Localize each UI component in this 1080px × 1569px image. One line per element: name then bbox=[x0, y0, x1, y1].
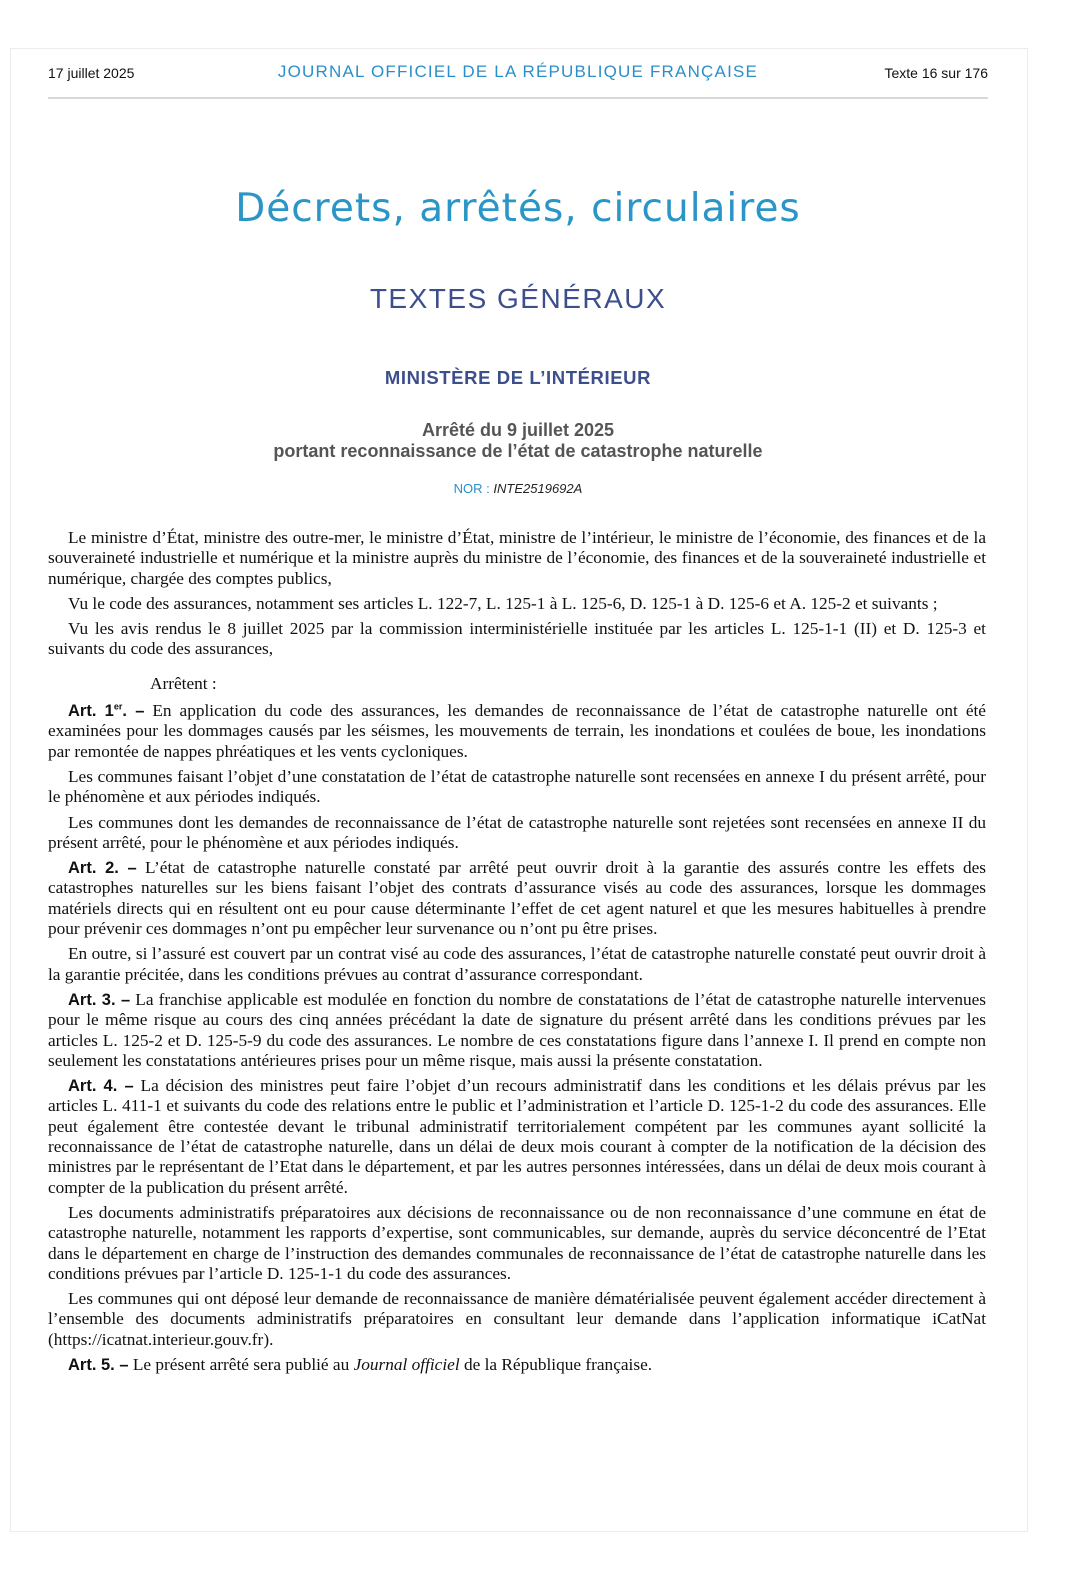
sub-title: TEXTES GÉNÉRAUX bbox=[369, 283, 667, 314]
article-2-label: Art. 2. – bbox=[68, 859, 137, 878]
nor-reference bbox=[0, 481, 1036, 496]
header-date: 17 juillet 2025 bbox=[48, 65, 135, 81]
document-body bbox=[48, 528, 986, 1380]
preamble-paragraph: Vu les avis rendus le 8 juillet 2025 par la commission interministérielle instituée par les articles L. 125-1-1 (II) et D. 125-3 et suivants du code des assurances, bbox=[48, 619, 986, 659]
journal-officiel-reference: Journal officiel bbox=[353, 1354, 460, 1374]
article-5-label: Art. 5. – bbox=[68, 1355, 129, 1374]
arrete-title-line1: Arrêté du 9 juillet 2025 bbox=[421, 420, 615, 440]
arrete-title bbox=[0, 420, 1036, 462]
article-1-label: Art. 1er. – bbox=[68, 701, 145, 721]
nor-label: NOR : bbox=[453, 481, 494, 496]
section-title: Décrets, arrêtés, circulaires bbox=[235, 186, 801, 231]
header-page-number: Texte 16 sur 176 bbox=[884, 65, 988, 81]
preamble-paragraph: Vu le code des assurances, notamment ses articles L. 122-7, L. 125-1 à L. 125-6, D. 125-1 à D. 125-6 et A. 125-2 et suivants ; bbox=[68, 593, 938, 613]
article-2-text: L’état de catastrophe naturelle constaté par arrêté peut ouvrir droit à la garantie des assurés contre les effets des catastrophes naturelles sur les biens faisant l’objet des contrats d’assurance visés au code des assurances, lorsque les dommages matériels directs qui en résultent ont eu pour cause déterminante l’effet de cet agent naturel et que les mesures habituelles à prendre pour prévenir ces dommages n’ont pu empêcher leur survenance ou n’ont pu être prises. bbox=[48, 858, 986, 939]
article-3-text: La franchise applicable est modulée en fonction du nombre de constatations de l’état de catastrophe naturelle intervenues pour le même risque au cours des cinq années précédant la date de signature du présent arrêté dans les conditions prévues par les articles L. 125-2 et D. 125-5-9 du code des assurances. Le nombre de ces constatations figure dans l’annexe I. Il prend en compte non seulement les constatations antérieures prises pour un même risque, mais aussi la présente constatation. bbox=[48, 989, 987, 1070]
arretent-line: Arrêtent : bbox=[150, 673, 217, 693]
article-4-label: Art. 4. – bbox=[68, 1077, 134, 1096]
header-journal-title: JOURNAL OFFICIEL DE LA RÉPUBLIQUE FRANÇAISE bbox=[277, 62, 759, 81]
article-1-text: En application du code des assurances, les demandes de reconnaissance de l’état de catastrophe naturelle ont été examinées pour les dommages causés par les séismes, les mouvements de terrain, les inondations et coulées de boue, les inondations par remontée de nappes phréatiques et les vents cycloniques. bbox=[48, 701, 986, 761]
article-1-paragraph: Les communes faisant l’objet d’une constatation de l’état de catastrophe naturelle sont recensées en annexe I du présent arrêté, pour le phénomène et aux périodes indiqués. bbox=[48, 766, 986, 807]
article-3-label: Art. 3. – bbox=[68, 990, 131, 1009]
preamble-paragraph: Le ministre d’État, ministre des outre-mer, le ministre d’État, ministre de l’intérieur, le ministre de l’économie, des finances et de la souveraineté industrielle et numérique et la ministre auprès du ministre de l’économie, des finances et de la souveraineté industrielle et numérique, chargée des comptes publics, bbox=[48, 528, 986, 588]
nor-code: INTE2519692A bbox=[493, 481, 583, 496]
article-1-paragraph: Les communes dont les demandes de reconnaissance de l’état de catastrophe naturelle sont rejetées sont recensées en annexe II du présent arrêté, pour le phénomène et aux périodes indiqués. bbox=[48, 812, 986, 852]
header-divider bbox=[48, 97, 988, 99]
article-4-text: La décision des ministres peut faire l’objet d’un recours administratif dans les conditions et les délais prévus par les articles L. 411-1 et suivants du code des relations entre le public et l’administration et l’article D. 125-1-2 du code des assurances. Elle peut également être contestée devant le tribunal administratif territorialement compétent par les communes ayant sollicité la reconnaissance de l’état de catastrophe naturelle, dans un délai de deux mois courant à compter de la notification de la décision des ministres par le représentant de l’Etat dans le département, et par les autres personnes intéressées, dans un délai de deux mois courant à compter de la publication du présent arrêté. bbox=[48, 1076, 986, 1197]
article-3-paragraph bbox=[48, 990, 986, 1071]
ministry-name: MINISTÈRE DE L’INTÉRIEUR bbox=[384, 367, 652, 388]
article-4-paragraph bbox=[48, 1076, 986, 1198]
article-4-paragraph: Les documents administratifs préparatoires aux décisions de reconnaissance ou de non reconnaissance d’une commune en état de catastrophe naturelle, notamment les rapports d’expertise, sont communicables, sur demande, auprès du service déconcentré de l’Etat dans le département en charge de l’instruction des demandes communales de reconnaissance de l’état de catastrophe naturelle dans les conditions prévues par l’article D. 125-1-1 du code des assurances. bbox=[48, 1202, 986, 1283]
article-2-paragraph: En outre, si l’assuré est couvert par un contrat visé au code des assurances, l’état de catastrophe naturelle constaté peut ouvrir droit à la garantie précitée, dans les conditions prévues au contrat d’assurance correspondant. bbox=[48, 944, 986, 984]
article-4-paragraph: Les communes qui ont déposé leur demande de reconnaissance de manière dématérialisée peuvent également accéder directement à l’ensemble des documents administratifs préparatoires en consultant leur demande dans l’application informatique iCatNat (https://icatnat.interieur.gouv.fr). bbox=[48, 1289, 986, 1349]
article-5-paragraph: Art. 5. – Le présent arrêté sera publié au Journal officiel de la République française. bbox=[68, 1354, 653, 1374]
page-header bbox=[48, 62, 988, 86]
article-1-paragraph bbox=[48, 701, 986, 762]
article-2-paragraph bbox=[48, 858, 986, 939]
arrete-title-line2: portant reconnaissance de l’état de catastrophe naturelle bbox=[273, 441, 763, 461]
